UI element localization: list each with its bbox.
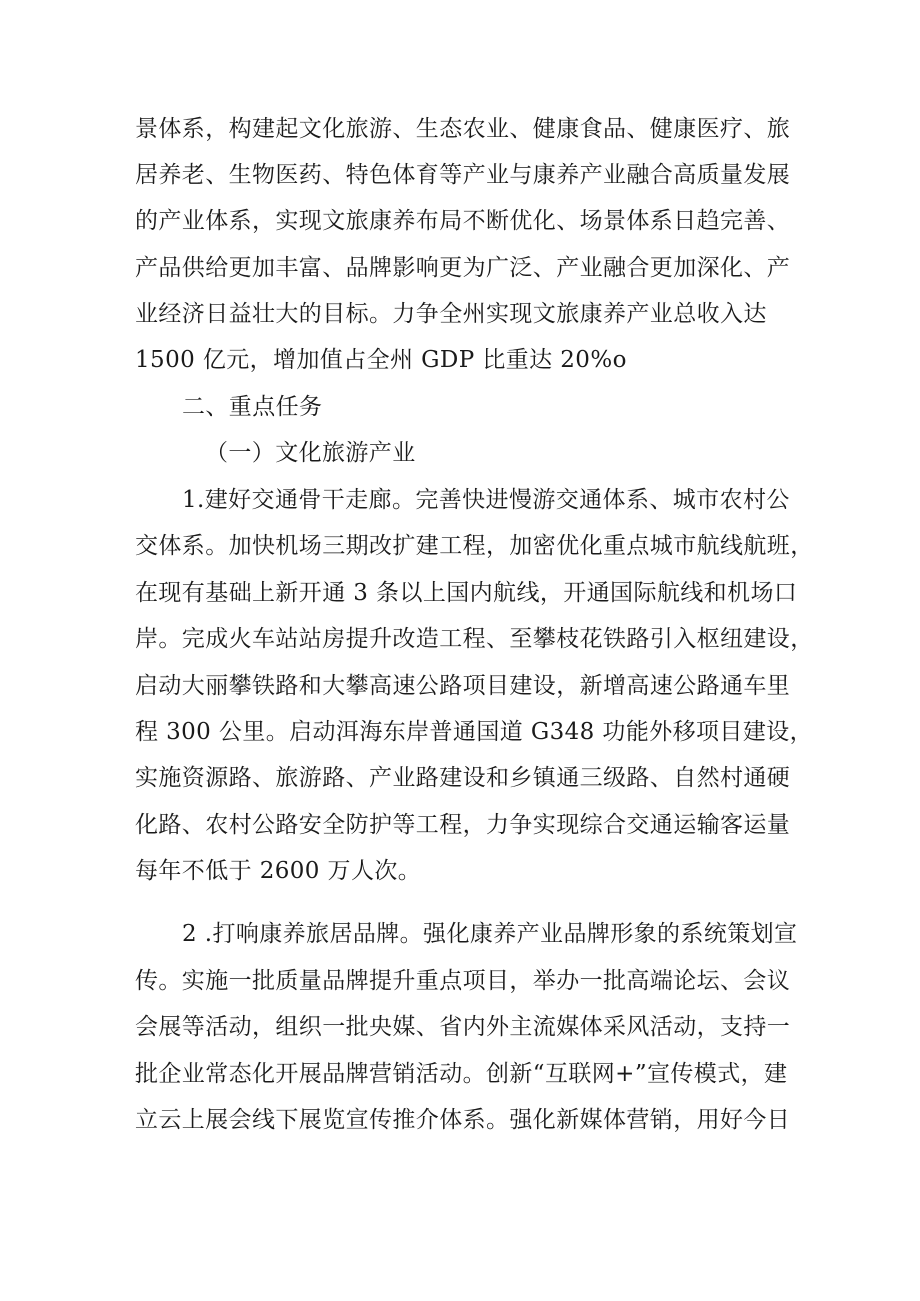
body-text-line: 的产业体系，实现文旅康养布局不断优化、场景体系日趋完善、 — [135, 208, 791, 234]
body-text-line: 会展等活动，组织一批央媒、省内外主流媒体采风活动，支持一 — [135, 1014, 791, 1040]
subsection-heading: （一）文化旅游产业 — [205, 440, 416, 466]
section-heading: 二、重点任务 — [182, 394, 323, 420]
body-text-line: 在现有基础上新开通 3 条以上国内航线，开通国际航线和机场口 — [135, 580, 798, 606]
body-text-line: 启动大丽攀铁路和大攀高速公路项目建设，新增高速公路通车里 — [135, 673, 791, 699]
body-text-line: 居养老、生物医药、特色体育等产业与康养产业融合高质量发展 — [135, 162, 791, 188]
body-text-line: 立云上展会线下展览宣传推介体系。强化新媒体营销，用好今日 — [135, 1107, 791, 1133]
body-text-line: 批企业常态化开展品牌营销活动。创新“互联网+”宣传模式，建 — [135, 1061, 788, 1087]
paragraph-start-line: 2 .打响康养旅居品牌。强化康养产业品牌形象的系统策划宣 — [182, 921, 798, 947]
body-text-line: 化路、农村公路安全防护等工程，力争实现综合交通运输客运量 — [135, 812, 791, 838]
body-text-line: 每年不低于 2600 万人次。 — [135, 858, 422, 884]
body-text-line: 业经济日益壮大的目标。力争全州实现文旅康养产业总收入达 — [135, 301, 767, 327]
body-text-line: 产品供给更加丰富、品牌影响更为广泛、产业融合更加深化、产 — [135, 255, 791, 281]
body-text-line: 1500 亿元，增加值占全州 GDP 比重达 20%o — [135, 347, 627, 373]
body-text-line: 实施资源路、旅游路、产业路建设和乡镇通三级路、自然村通硬 — [135, 765, 791, 791]
body-text-line: 传。实施一批质量品牌提升重点项目，举办一批高端论坛、会议 — [135, 968, 791, 994]
body-text-line: 交体系。加快机场三期改扩建工程，加密优化重点城市航线航班， — [135, 533, 814, 559]
paragraph-start-line: 1.建好交通骨干走廊。完善快进慢游交通体系、城市农村公 — [182, 487, 790, 513]
body-text-line: 岸。完成火车站站房提升改造工程、至攀枝花铁路引入枢纽建设， — [135, 626, 814, 652]
body-text-line: 程 300 公里。启动洱海东岸普通国道 G348 功能外移项目建设， — [135, 719, 814, 745]
body-text-line: 景体系，构建起文化旅游、生态农业、健康食品、健康医疗、旅 — [135, 116, 791, 142]
